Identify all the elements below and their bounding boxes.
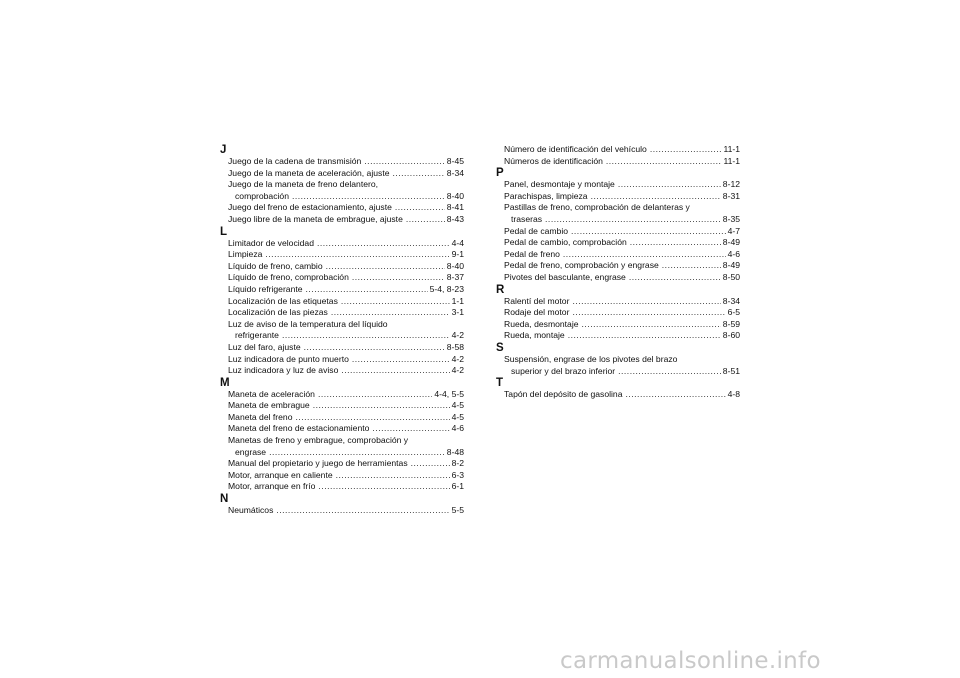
entry-page: 8-60: [722, 330, 740, 341]
dot-leader: [545, 214, 721, 226]
entry-row: [228, 296, 464, 308]
dot-leader: [364, 156, 445, 168]
entry-title: Número de identificación del vehículo: [504, 144, 647, 154]
dot-leader: [269, 447, 445, 459]
dot-leader: [331, 307, 450, 319]
entry-row: [504, 191, 740, 203]
entry-page: 4-4, 5-5: [434, 388, 464, 399]
dot-leader: [296, 412, 450, 424]
entry-row: [504, 144, 740, 156]
entry-row: [228, 249, 464, 261]
dot-leader: [618, 366, 721, 378]
entry-page: 1-1: [451, 295, 464, 306]
dot-leader: [392, 168, 444, 180]
dot-leader: [411, 458, 450, 470]
dot-leader: [304, 342, 445, 354]
dot-leader: [341, 365, 449, 377]
entry-row: [228, 342, 464, 354]
entry-title: Limpieza: [228, 249, 263, 260]
entry-row: [228, 191, 464, 203]
entry-page: 8-43: [446, 213, 464, 224]
index-entry: [220, 214, 464, 226]
dot-leader: [568, 330, 721, 342]
index-section: [496, 377, 740, 401]
entry-text-line: Juego de la maneta de freno delantero,: [228, 179, 379, 190]
dot-leader: [629, 272, 721, 284]
entry-page: 8-12: [722, 179, 740, 190]
entry-title: Panel, desmontaje y montaje: [504, 179, 615, 190]
index-entry: [496, 156, 740, 168]
entry-title: engrase: [235, 446, 267, 457]
dot-leader: [630, 237, 721, 249]
index-entry: [496, 202, 740, 225]
dot-leader: [352, 272, 445, 284]
index-section: [220, 377, 464, 493]
entry-title: Rueda, desmontaje: [504, 318, 579, 329]
entry-title: Pivotes del basculante, engrase: [504, 271, 626, 282]
index-entry: [496, 296, 740, 308]
dot-leader: [572, 307, 725, 319]
index-entry: [220, 400, 464, 412]
dot-leader: [606, 156, 722, 168]
entry-row: [504, 330, 740, 342]
index-entry: [496, 307, 740, 319]
entry-page: 8-50: [722, 271, 740, 282]
index-section: [496, 167, 740, 283]
entry-page: 8-59: [722, 318, 740, 329]
index-entry: [496, 319, 740, 331]
index-entry: [220, 505, 464, 517]
entry-row: [228, 261, 464, 273]
entry-row: [504, 389, 740, 401]
entry-title: Ralentí del motor: [504, 295, 570, 306]
index-entry: [496, 191, 740, 203]
index-entry: [220, 481, 464, 493]
entry-page: 4-5: [451, 411, 464, 422]
entry-row: [504, 179, 740, 191]
entry-title: comprobación: [235, 190, 289, 201]
index-entry: [220, 342, 464, 354]
entry-page: 6-3: [451, 469, 464, 480]
entry-row: [228, 156, 464, 168]
entry-title: Maneta del freno de estacionamiento: [228, 423, 370, 434]
dot-leader: [326, 261, 445, 273]
dot-leader: [662, 260, 721, 272]
entry-page: 8-35: [722, 213, 740, 224]
entry-row: [504, 214, 740, 226]
index-entry: [220, 238, 464, 250]
entry-title: Tapón del depósito de gasolina: [504, 389, 623, 400]
entry-title: Líquido de freno, cambio: [228, 260, 323, 271]
index-entry: [220, 307, 464, 319]
dot-leader: [282, 330, 450, 342]
entry-title: Limitador de velocidad: [228, 237, 314, 248]
entry-title: Rodaje del motor: [504, 307, 570, 318]
entry-row: [228, 447, 464, 459]
dot-leader: [372, 423, 449, 435]
entry-title: Líquido refrigerante: [228, 283, 303, 294]
entry-page: 8-49: [722, 237, 740, 248]
entry-page: 9-1: [451, 249, 464, 260]
dot-leader: [292, 191, 445, 203]
index-entry: [220, 202, 464, 214]
entry-row: [228, 470, 464, 482]
entry-title: Juego de la maneta de aceleración, ajuste: [228, 167, 390, 178]
entry-page: 5-4, 8-23: [429, 283, 464, 294]
index-entry: [496, 144, 740, 156]
entry-page: 4-6: [727, 248, 740, 259]
entry-row: [228, 284, 464, 296]
entry-page: 11-1: [723, 144, 740, 154]
index-entry: [220, 319, 464, 342]
entry-page: 4-4: [451, 237, 464, 248]
entry-title: Localización de las etiquetas: [228, 295, 338, 306]
index-entry: [220, 389, 464, 401]
index-entry: [220, 435, 464, 458]
dot-leader: [276, 505, 449, 517]
entry-text-line: Manetas de freno y embrague, comprobación y: [228, 435, 409, 446]
index-section: [220, 493, 464, 517]
section-letter: N: [220, 493, 229, 506]
entry-title: Pedal de cambio: [504, 225, 569, 236]
dot-leader: [317, 238, 450, 250]
index-entry: [220, 156, 464, 168]
dot-leader: [650, 144, 722, 156]
dot-leader: [352, 354, 450, 366]
entry-row: [228, 481, 464, 493]
entry-row: [228, 307, 464, 319]
entry-page: 5-5: [451, 505, 464, 516]
index-entry: [220, 272, 464, 284]
dot-leader: [591, 191, 721, 203]
entry-row: [228, 202, 464, 214]
entry-page: 4-2: [451, 353, 464, 364]
entry-page: 11-1: [723, 155, 740, 166]
dot-leader: [318, 481, 449, 493]
index-entry: [220, 284, 464, 296]
entry-row: [504, 237, 740, 249]
entry-row: [504, 260, 740, 272]
entry-page: 4-2: [451, 365, 464, 376]
entry-page: 8-41: [446, 202, 464, 213]
entry-page: 8-40: [446, 190, 464, 201]
index-entry: [496, 389, 740, 401]
section-letter: L: [220, 225, 228, 238]
dot-leader: [571, 226, 726, 238]
entry-title: traseras: [511, 213, 543, 224]
dot-leader: [336, 470, 450, 482]
section-letter: R: [496, 283, 505, 296]
entry-page: 6-1: [451, 481, 464, 492]
entry-title: Luz indicadora de punto muerto: [228, 353, 349, 364]
section-letter: P: [496, 167, 504, 180]
index-entry: [220, 296, 464, 308]
entry-title: Luz indicadora y luz de aviso: [228, 365, 339, 376]
entry-title: Manual del propietario y juego de herramientas: [228, 458, 408, 469]
entry-page: 4-7: [727, 225, 740, 236]
dot-leader: [406, 214, 445, 226]
index-entry: [220, 458, 464, 470]
entry-row: [228, 214, 464, 226]
index-entry: [496, 330, 740, 342]
entry-page: 8-34: [722, 295, 740, 306]
entry-title: Maneta de embrague: [228, 400, 310, 411]
entry-title: Rueda, montaje: [504, 330, 565, 341]
section-letter: M: [220, 376, 230, 389]
entry-row: [228, 389, 464, 401]
entry-row: [504, 307, 740, 319]
dot-leader: [618, 179, 721, 191]
section-letter: S: [496, 341, 504, 354]
entry-page: 8-37: [446, 272, 464, 283]
index-entry: [496, 272, 740, 284]
entry-title: Maneta de aceleración: [228, 388, 315, 399]
entry-title: Motor, arranque en caliente: [228, 469, 333, 480]
index-entry: [496, 249, 740, 261]
entry-title: Números de identificación: [504, 155, 603, 166]
entry-page: 4-2: [451, 330, 464, 341]
entry-title: Pedal de cambio, comprobación: [504, 237, 627, 248]
index-entry: [220, 423, 464, 435]
entry-page: 4-6: [451, 423, 464, 434]
dot-leader: [265, 249, 449, 261]
entry-page: 6-5: [727, 307, 740, 318]
index-entry: [220, 365, 464, 377]
index-column-right: [496, 144, 740, 401]
entry-row: [228, 400, 464, 412]
entry-title: Parachispas, limpieza: [504, 190, 588, 201]
dot-leader: [582, 319, 721, 331]
entry-page: 8-40: [446, 260, 464, 271]
entry-row: [228, 458, 464, 470]
entry-page: 8-45: [446, 156, 464, 166]
entry-title: Pedal de freno: [504, 248, 560, 259]
entry-row: [228, 505, 464, 517]
entry-text-line: Suspensión, engrase de los pivotes del brazo: [504, 353, 678, 364]
entry-row: [228, 354, 464, 366]
entry-page: 4-8: [727, 389, 740, 400]
entry-page: 8-2: [451, 458, 464, 469]
entry-title: Juego libre de la maneta de embrague, ajuste: [228, 213, 403, 224]
dot-leader: [572, 296, 720, 308]
entry-text-line: Luz de aviso de la temperatura del líquido: [228, 318, 388, 329]
entry-title: Juego del freno de estacionamiento, ajuste: [228, 202, 392, 213]
entry-title: refrigerante: [235, 330, 279, 341]
entry-row: [504, 226, 740, 238]
entry-title: superior y del brazo inferior: [511, 365, 616, 376]
index-entry: [496, 226, 740, 238]
entry-title: Líquido de freno, comprobación: [228, 272, 349, 283]
index-entry: [496, 354, 740, 377]
index-entry: [220, 412, 464, 424]
index-entry: [220, 470, 464, 482]
index-entry: [220, 354, 464, 366]
entry-row: [504, 156, 740, 168]
watermark: carmanualsonline.info: [560, 648, 821, 674]
dot-leader: [318, 389, 432, 401]
entry-row: [228, 423, 464, 435]
index-entry: [220, 168, 464, 180]
dot-leader: [395, 202, 445, 214]
entry-page: 8-34: [446, 167, 464, 178]
index-section: [220, 144, 464, 226]
index-entry: [220, 249, 464, 261]
entry-title: Neumáticos: [228, 505, 274, 516]
entry-row: [504, 296, 740, 308]
dot-leader: [306, 284, 428, 296]
index-section: [496, 144, 740, 167]
entry-page: 4-5: [451, 400, 464, 411]
entry-text-line: Pastillas de freno, comprobación de delanteras y: [504, 202, 690, 213]
entry-row: [228, 238, 464, 250]
entry-page: 8-49: [722, 260, 740, 271]
index-column-left: [220, 144, 464, 517]
dot-leader: [626, 389, 726, 401]
index-section: [220, 226, 464, 377]
entry-row: [504, 272, 740, 284]
index-entry: [496, 237, 740, 249]
index-entry: [220, 261, 464, 273]
entry-title: Motor, arranque en frío: [228, 481, 316, 492]
dot-leader: [313, 400, 450, 412]
entry-row: [228, 365, 464, 377]
dot-leader: [341, 296, 450, 308]
entry-title: Maneta del freno: [228, 411, 293, 422]
entry-page: 8-58: [446, 341, 464, 352]
index-section: [496, 284, 740, 342]
entry-row: [504, 249, 740, 261]
entry-title: Pedal de freno, comprobación y engrase: [504, 260, 659, 271]
index-entry: [496, 179, 740, 191]
entry-row: [504, 366, 740, 378]
section-letter: T: [496, 377, 504, 390]
entry-row: [228, 272, 464, 284]
index-entry: [496, 260, 740, 272]
entry-title: Luz del faro, ajuste: [228, 341, 301, 352]
dot-leader: [563, 249, 726, 261]
section-letter: J: [220, 144, 227, 156]
entry-row: [228, 412, 464, 424]
index-entry: [220, 179, 464, 202]
entry-page: 8-51: [722, 365, 740, 376]
entry-row: [228, 330, 464, 342]
entry-page: 3-1: [451, 307, 464, 318]
entry-page: 8-31: [722, 190, 740, 201]
index-section: [496, 342, 740, 377]
entry-page: 8-48: [446, 446, 464, 457]
entry-title: Localización de las piezas: [228, 307, 328, 318]
entry-row: [504, 319, 740, 331]
entry-row: [228, 168, 464, 180]
entry-title: Juego de la cadena de transmisión: [228, 156, 362, 166]
